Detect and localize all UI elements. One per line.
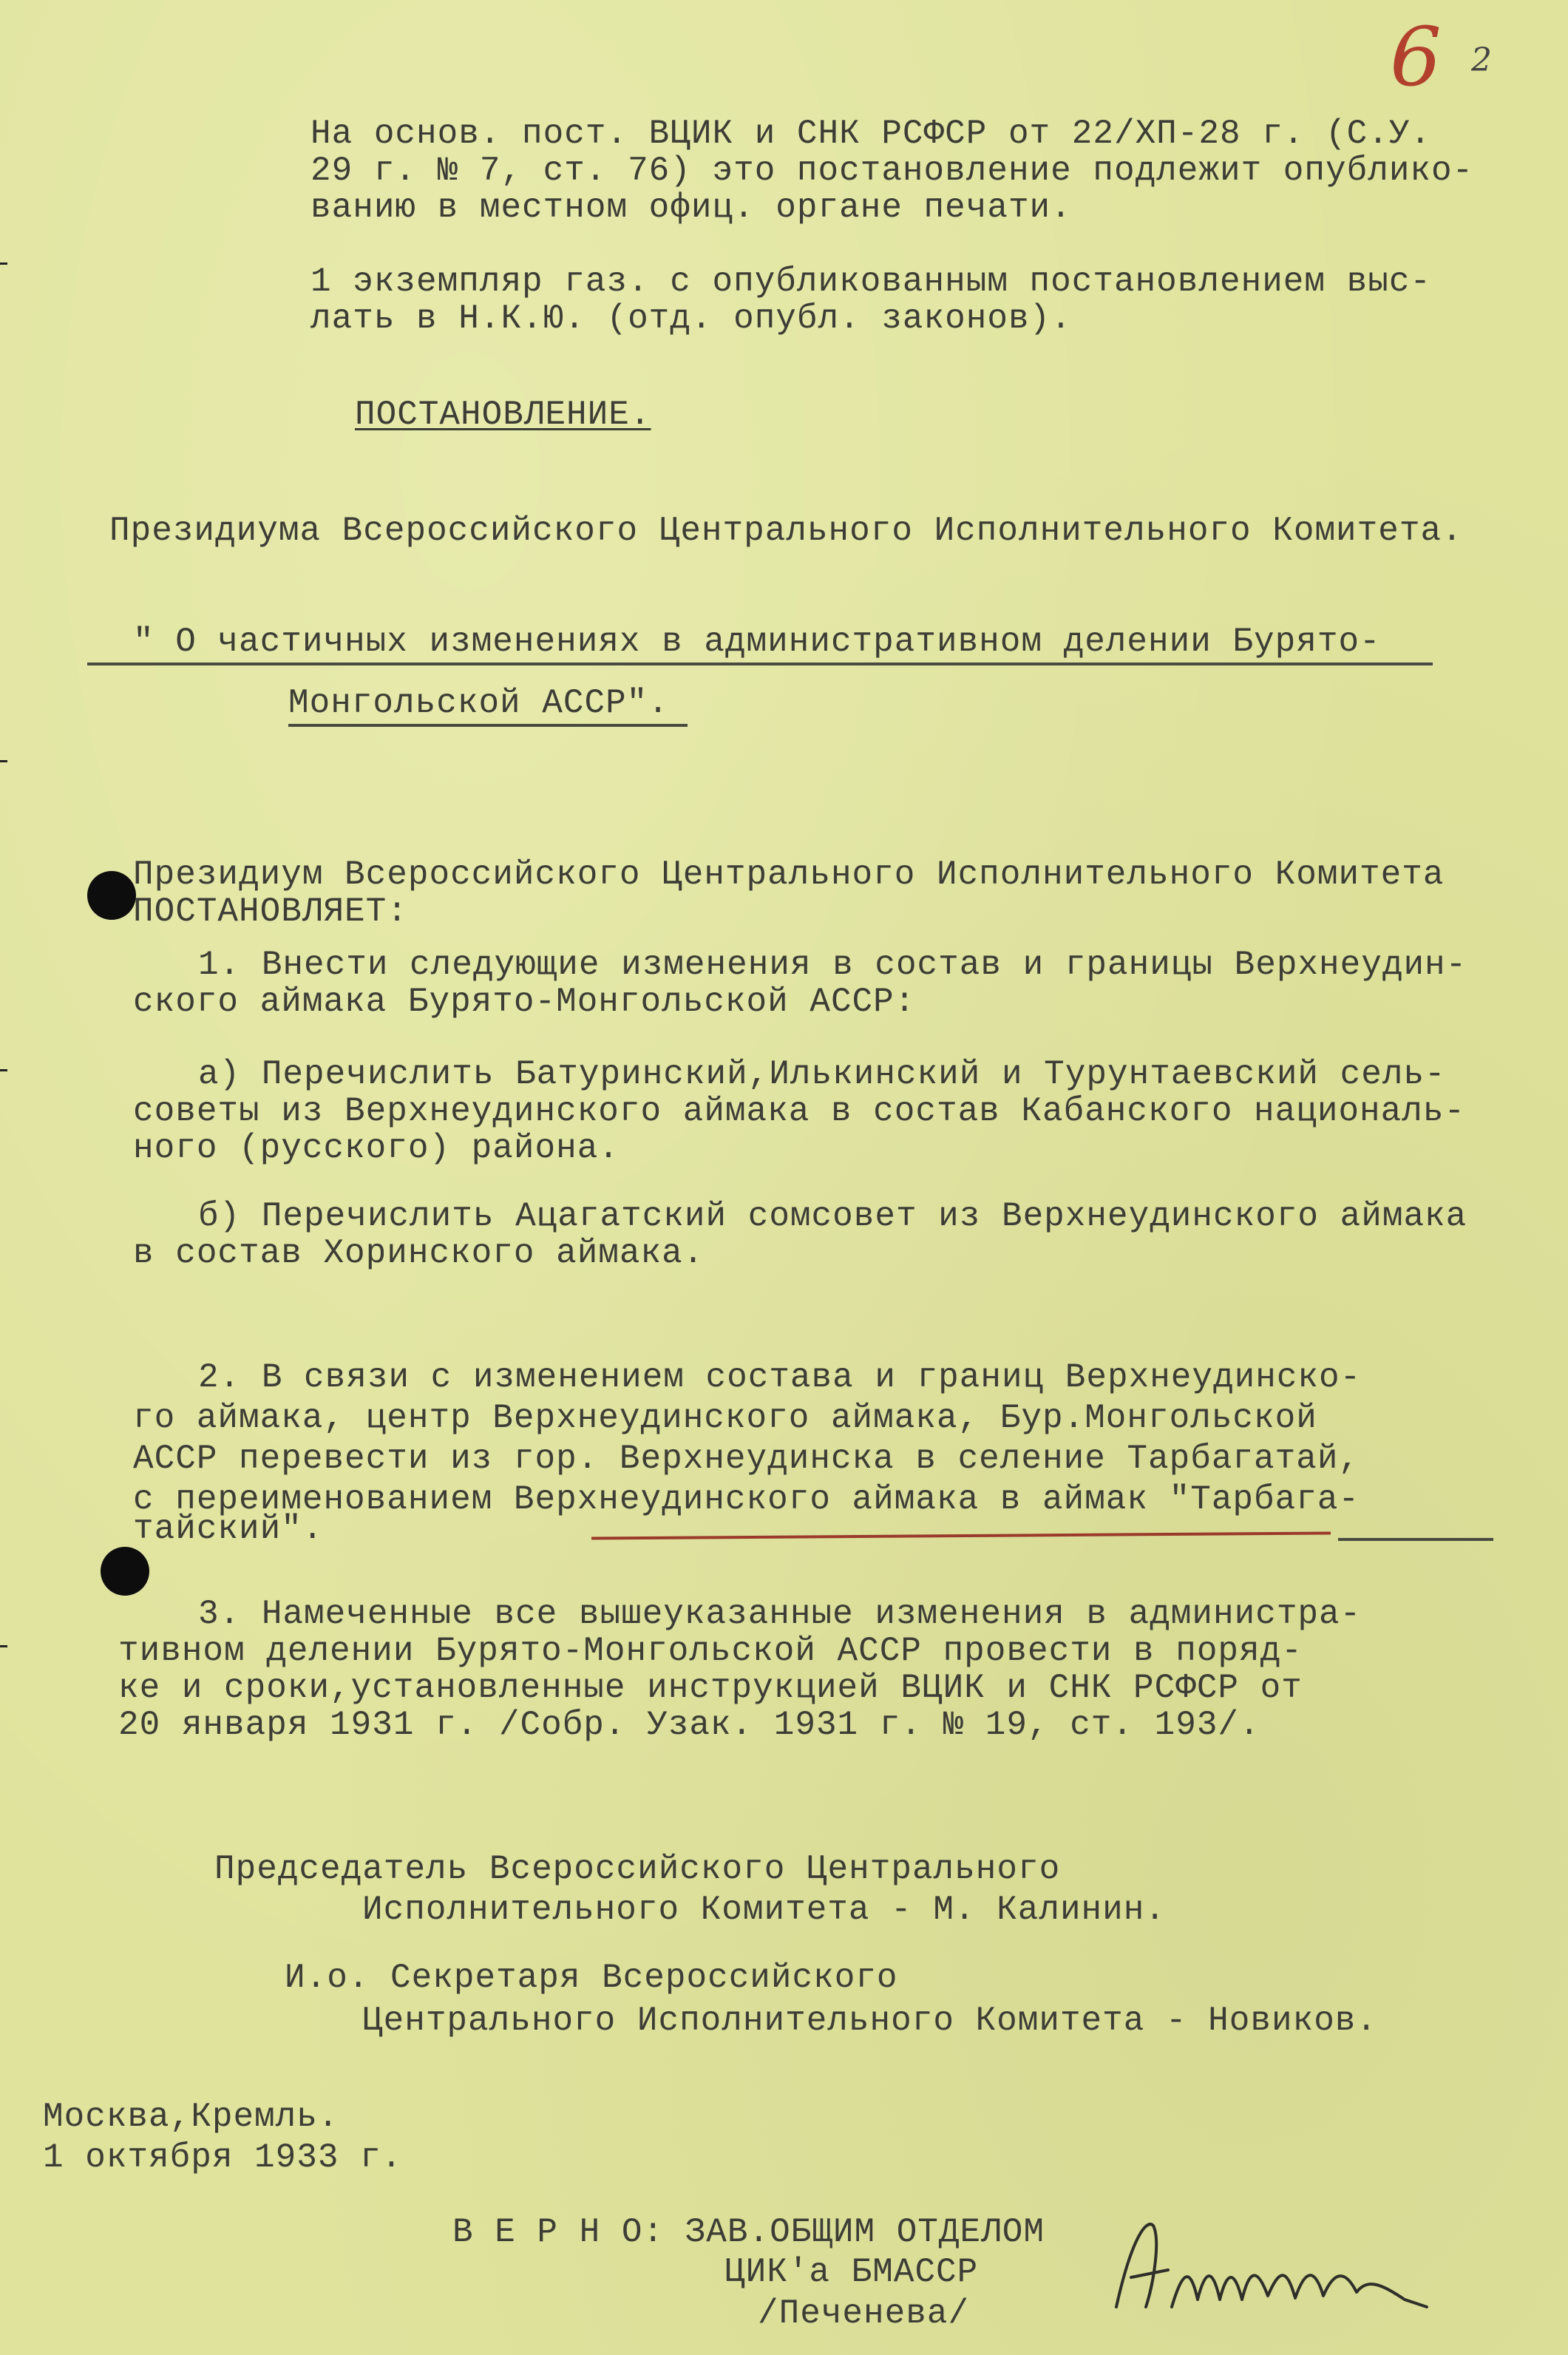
red-pencil-underline (591, 1532, 1331, 1540)
clause-line: а) Перечислить Батуринский,Илькинский и Турунтаевский сель- (198, 1055, 1446, 1094)
note-line: 1 экземпляр газ. с опубликованным постановлением выс- (310, 262, 1432, 301)
chairman-line: Председатель Всероссийского Центрального (214, 1850, 1061, 1888)
stamped-page-number: 2 (1471, 41, 1492, 79)
certification-line: В Е Р Н О: ЗАВ.ОБЩИМ ОТДЕЛОМ (452, 2213, 1045, 2251)
punch-hole (101, 1547, 149, 1596)
note-line: ванию в местном офиц. органе печати. (310, 189, 1072, 227)
document-type-title: ПОСТАНОВЛЕНИЕ. (355, 396, 651, 434)
clause-line: 1. Внести следующие изменения в состав и границы Верхнеудин- (198, 946, 1467, 984)
handwritten-page-number: 6 (1390, 10, 1442, 104)
preamble-line: Президиум Всероссийского Центрального Исполнительного Комитета (133, 855, 1445, 894)
preamble-line: ПОСТАНОВЛЯЕТ: (133, 892, 408, 931)
subject-underline-1 (87, 663, 1433, 665)
date: 1 октября 1933 г. (43, 2138, 403, 2177)
margin-tick (0, 1069, 7, 1071)
handwritten-signature (1102, 2196, 1442, 2344)
note-line: лать в Н.К.Ю. (отд. опубл. законов). (310, 299, 1072, 338)
clause-line: ского аймака Бурято-Монгольской АССР: (133, 983, 916, 1021)
clause-line: тайский". (133, 1510, 324, 1548)
secretary-line: И.о. Секретаря Всероссийского (285, 1959, 898, 1997)
clause-line: в состав Хоринского аймака. (133, 1234, 705, 1273)
punch-hole (87, 871, 136, 920)
subject-underline-2 (288, 724, 688, 727)
chairman-line: Исполнительного Комитета - М. Калинин. (362, 1891, 1166, 1929)
clause-line: 20 января 1931 г. /Собр. Узак. 1931 г. № 19, ст. 193/. (118, 1706, 1260, 1744)
issuer-line: Президиума Всероссийского Центрального Исполнительного Комитета. (109, 512, 1463, 550)
margin-tick (0, 1645, 7, 1647)
clause-line: ного (русского) района. (133, 1129, 620, 1168)
margin-tick (0, 262, 7, 265)
clause-line: тивном делении Бурято-Монгольской АССР провести в поряд- (118, 1632, 1303, 1670)
clause-line: ке и сроки,установленные инструкцией ВЦИК и СНК РСФСР от (118, 1669, 1303, 1707)
clause-line: АССР перевести из гор. Верхнеудинска в селение Тарбагатай, (133, 1440, 1360, 1478)
note-line: На основ. пост. ВЦИК и СНК РСФСР от 22/XП-28 г. (С.У. (310, 115, 1432, 153)
clause-line: с переименованием Верхнеудинского аймака в аймак "Тарбага- (133, 1480, 1360, 1519)
margin-tick (0, 760, 7, 762)
secretary-line: Центрального Исполнительного Комитета - Новиков. (362, 2002, 1378, 2040)
clause-line: 3. Намеченные все вышеуказанные изменения в администра- (198, 1595, 1362, 1633)
place: Москва,Кремль. (43, 2098, 339, 2136)
certification-line: /Печенева/ (758, 2294, 970, 2333)
subject-line-1: " О частичных изменениях в административном делении Бурято- (133, 623, 1381, 661)
clause-line: 2. В связи с изменением состава и границ Верхнеудинско- (198, 1358, 1362, 1397)
pencil-underline (1338, 1538, 1493, 1541)
subject-line-2: Монгольской АССР". (288, 684, 669, 722)
note-line: 29 г. № 7, ст. 76) это постановление подлежит опублико- (310, 152, 1474, 190)
clause-line: б) Перечислить Ацагатский сомсовет из Верхнеудинского аймака (198, 1197, 1467, 1236)
certification-line: ЦИК'а БМАССР (724, 2253, 979, 2291)
clause-line: советы из Верхнеудинского аймака в состав Кабанского националь- (133, 1092, 1466, 1131)
clause-line: го аймака, центр Верхнеудинского аймака, Бур.Монгольской (133, 1399, 1317, 1437)
